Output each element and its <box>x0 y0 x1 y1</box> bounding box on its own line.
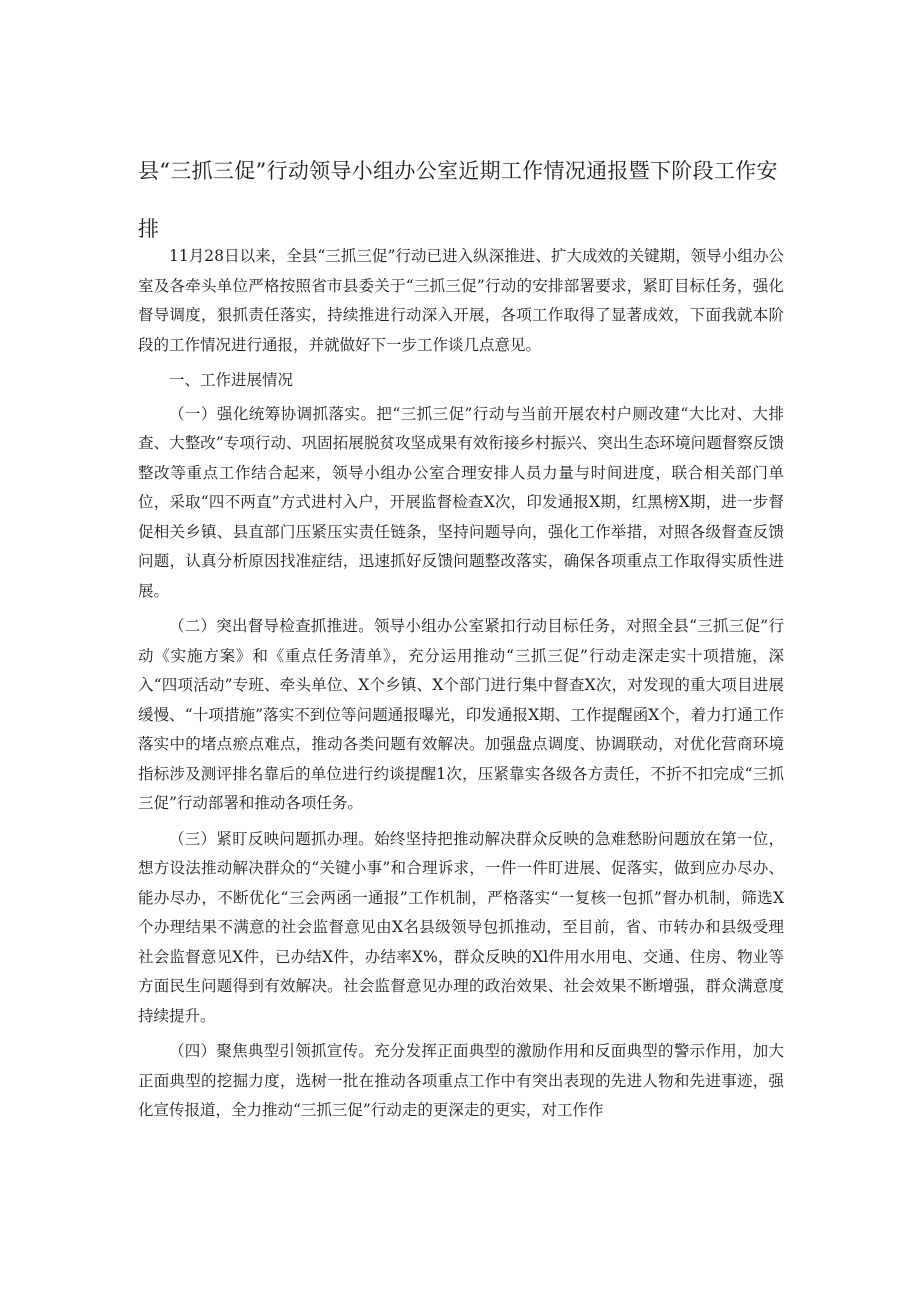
intro-paragraph: 11月28日以来，全县“三抓三促”行动已进入纵深推进、扩大成效的关键期，领导小组办公室及各牵头单位严格按照省市县委关于“三抓三促”行动的安排部署要求，紧盯目标任务，强化督导调度，狠抓责任落实，持续推进行动深入开展，各项工作取得了显著成效，下面我就本阶段的工作情况进行通报，并就做好下一步工作谈几点意见。 <box>138 247 784 354</box>
document-title: 县“三抓三促”行动领导小组办公室近期工作情况通报暨下阶段工作安排 <box>138 159 778 241</box>
document-body <box>138 242 784 1132</box>
paragraph-coordination: （一）强化统筹协调抓落实。把“三抓三促”行动与当前开展农村户厕改建“大比对、大排查、大整改”专项行动、巩固拓展脱贫攻坚成果有效衔接乡村振兴、突出生态环境问题督察反馈整改等重点工作结合起来，领导小组办公室合理安排人员力量与时间进度，联合相关部门单位，采取“四不两直”方式进村入户，开展监督检查X次，印发通报X期，红黑榜X期，进一步督促相关乡镇、县直部门压紧压实责任链条，坚持问题导向，强化工作举措，对照各级督查反馈问题，认真分析原因找准症结，迅速抓好反馈问题整改落实，确保各项重点工作取得实质性进展。 <box>138 404 784 600</box>
paragraph-supervision: （二）突出督导检查抓推进。领导小组办公室紧扣行动目标任务，对照全县“三抓三促”行动《实施方案》和《重点任务清单》，充分运用推动“三抓三促”行动走深走实十项措施，深入“四项活动”专班、牵头单位、X个乡镇、X个部门进行集中督查X次，对发现的重大项目进展缓慢、“十项措施”落实不到位等问题通报曝光，印发通报X期、工作提醒函X个，着力打通工作落实中的堵点瘀点难点，推动各类问题有效解决。加强盘点调度、协调联动，对优化营商环境指标涉及测评排名靠后的单位进行约谈提醒1次，压紧靠实各级各方责任，不折不扣完成“三抓三促”行动部署和推动各项任务。 <box>138 617 784 812</box>
section-heading-progress: 一、工作进展情况 <box>169 371 294 389</box>
paragraph-issue-handling: （三）紧盯反映问题抓办理。始终坚持把推动解决群众反映的急难愁盼问题放在第一位，想方设法推动解决群众的“关键小事”和合理诉求，一件一件盯进展、促落实，做到应办尽办、能办尽办，不断优化“三会两函一通报”工作机制，严格落实“一复核一包抓”督办机制，筛选X个办理结果不满意的社会监督意见由X名县级领导包抓推动，至目前，省、市转办和县级受理社会监督意见X件，已办结X件，办结率X%，群众反映的Xl件用水用电、交通、住房、物业等方面民生问题得到有效解决。社会监督意见办理的政治效果、社会效果不断增强，群众满意度持续提升。 <box>138 829 784 1025</box>
paragraph-publicity: （四）聚焦典型引领抓宣传。充分发挥正面典型的激励作用和反面典型的警示作用，加大正面典型的挖掘力度，选树一批在推动各项重点工作中有突出表现的先进人物和先进事迹，强化宣传报道，全力推动“三抓三促”行动走的更深走的更实，对工作作 <box>138 1042 784 1119</box>
